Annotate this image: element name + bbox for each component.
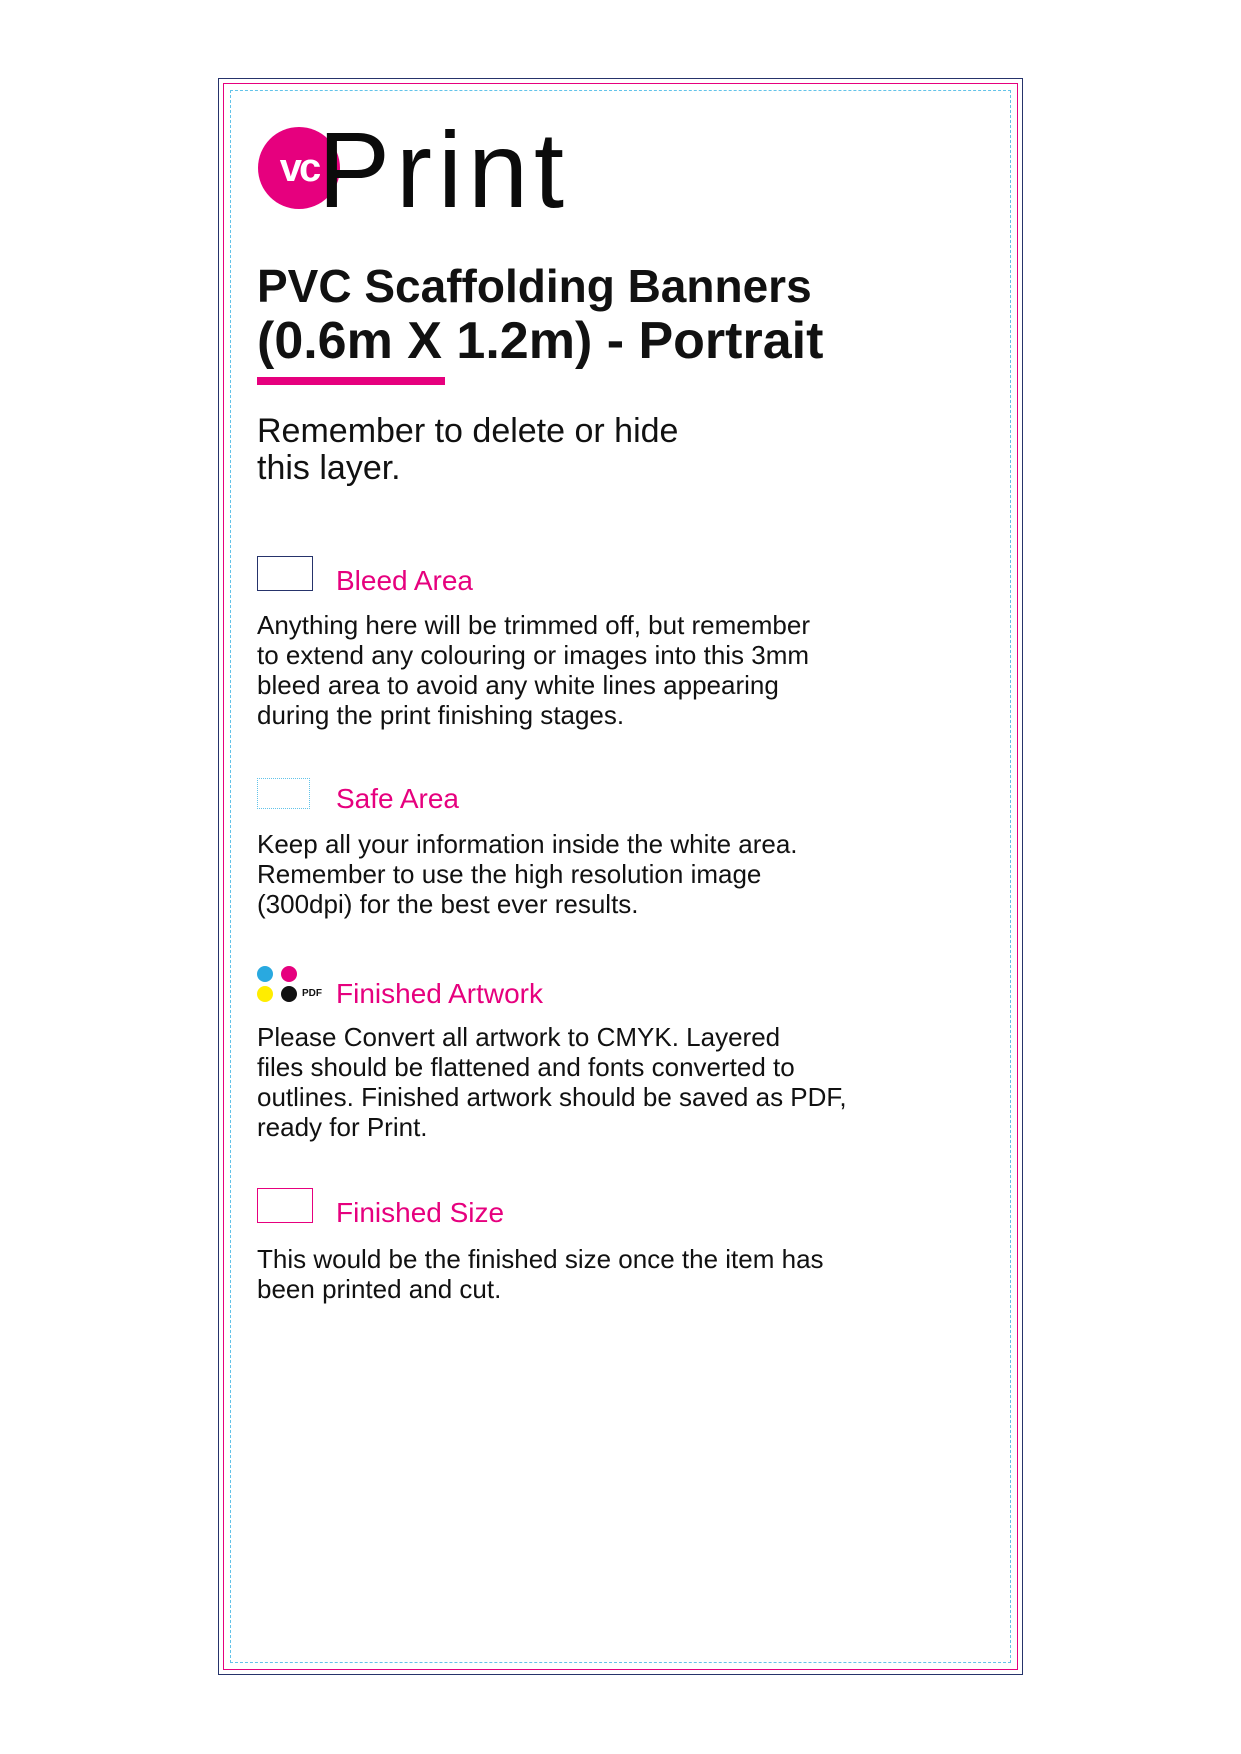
description-line: bleed area to avoid any white lines appearing (257, 670, 779, 700)
description-line: outlines. Finished artwork should be saved as PDF, (257, 1082, 847, 1112)
page-title-line-2: (0.6m X 1.2m) - Portrait (257, 312, 824, 370)
page-title-line-1: PVC Scaffolding Banners (257, 260, 812, 312)
description-line: Please Convert all artwork to CMYK. Layered (257, 1022, 781, 1052)
finished-artwork-description (257, 1022, 847, 1142)
cyan-dot-icon (257, 966, 273, 982)
finished-size-label: Finished Size (336, 1197, 505, 1228)
description-line: files should be flattened and fonts converted to (257, 1052, 795, 1082)
bleed-area-swatch-icon (257, 556, 313, 591)
description-line: (300dpi) for the best ever results. (257, 889, 639, 919)
logo-mark: vc (279, 146, 319, 190)
description-line: Anything here will be trimmed off, but remember (257, 610, 810, 640)
reminder-line: Remember to delete or hide (257, 412, 679, 450)
logo-wordmark: Print (318, 109, 571, 230)
description-line: Keep all your information inside the white area. (257, 829, 798, 859)
description-line: This would be the finished size once the item has (257, 1244, 824, 1274)
safe-area-description (257, 829, 798, 919)
title-underline (257, 377, 445, 385)
yellow-dot-icon (257, 986, 273, 1002)
finished-size-swatch-icon (257, 1188, 313, 1223)
bleed-area-description (257, 610, 810, 730)
black-dot-icon (281, 986, 297, 1002)
bleed-area-label: Bleed Area (336, 565, 473, 596)
description-line: been printed and cut. (257, 1274, 502, 1304)
description-line: Remember to use the high resolution image (257, 859, 762, 889)
finished-artwork-label: Finished Artwork (336, 978, 543, 1009)
pdf-tag: PDF (302, 988, 322, 999)
description-line: to extend any colouring or images into this 3mm (257, 640, 810, 670)
reminder-line: this layer. (257, 449, 401, 487)
finished-size-description (257, 1244, 824, 1304)
safe-area-swatch-icon (257, 778, 310, 809)
description-line: ready for Print. (257, 1112, 428, 1142)
reminder-note (257, 413, 678, 487)
magenta-dot-icon (281, 966, 297, 982)
safe-area-label: Safe Area (336, 783, 459, 814)
description-line: during the print finishing stages. (257, 700, 625, 730)
